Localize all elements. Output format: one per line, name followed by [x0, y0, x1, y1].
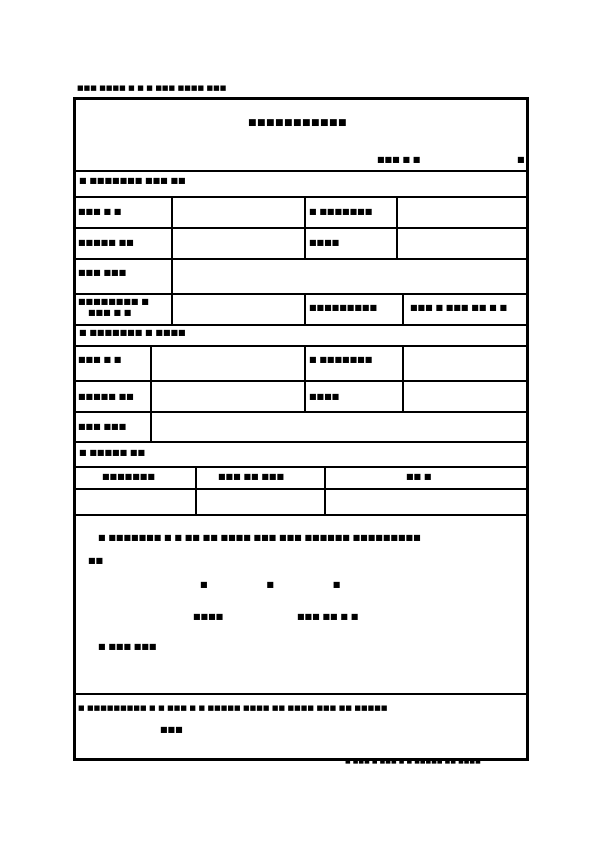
year-line: ■ ■ ■ [200, 580, 369, 589]
form-title: ■■■■■■■■■■■ [248, 118, 348, 128]
s2-label-addr-a: ■■■■■ ■■ [78, 392, 134, 401]
s2-label-reg-no: ■ ■■■■■■■ [309, 355, 373, 364]
footer-note: ■ ■■■■■■■■■ ■ ■ ■■■ ■ ■ ■■■■■ ■■■■ ■■ ■■■■ ■■■ ■■ ■■■■■ [78, 704, 388, 712]
divider [76, 345, 526, 347]
bottom-right-note: ■ ■■■ ■ ■■■ ■ ■ ■■■■■ ■■ ■■■■ [345, 758, 481, 765]
s2-label-addr: ■■■ ■■■ [78, 422, 127, 431]
divider [76, 293, 526, 295]
s1-label-business: ■■■■■■■■ ■ [78, 297, 149, 306]
s1-label-business-sub: ■■■ ■ ■ [88, 308, 132, 317]
divider [76, 227, 526, 229]
s3-col2-header: ■■■ ■■ ■■■ [218, 472, 285, 481]
declaration-text: ■ ■■■■■■■ ■ ■ ■■ ■■ ■■■■ ■■■ ■■■ ■■■■■■ ■■■■■■■■■ [98, 533, 421, 542]
divider [76, 380, 526, 382]
divider [171, 196, 173, 326]
divider [150, 345, 152, 443]
s3-col1-header: ■■■■■■■ [102, 472, 155, 481]
s1-label-addr-a: ■■■■■ ■■ [78, 238, 134, 247]
s1-label-reg-no: ■ ■■■■■■■ [309, 207, 373, 216]
divider [402, 293, 404, 326]
divider [402, 345, 404, 413]
section2-heading: ■ ■■■■■■■ ■ ■■■■ [79, 328, 186, 337]
divider [76, 411, 526, 413]
divider [76, 324, 526, 326]
applicant-sign: ■■■ ■■ ■ ■ [297, 612, 359, 621]
divider [76, 514, 526, 516]
divider [76, 441, 526, 443]
divider [76, 258, 526, 260]
s1-label-type: ■■■■■■■■■ [309, 303, 378, 312]
s1-label-name: ■■■ ■ ■ [78, 207, 122, 216]
divider [304, 293, 306, 326]
s2-label-phone: ■■■■ [309, 392, 340, 401]
divider [76, 488, 526, 490]
date-line: ■■■ ■ ■ [377, 155, 421, 164]
section1-heading: ■ ■■■■■■■ ■■■ ■■ [79, 176, 186, 185]
header-note: ■■■ ■■■■ ■ ■ ■ ■■■ ■■■■ ■■■ [77, 84, 227, 92]
s2-label-name: ■■■ ■ ■ [78, 355, 122, 364]
s1-type-value: ■■■ ■ ■■■ ■■ ■ ■ [410, 303, 508, 312]
recipient-line: ■ ■■■ ■■■ [98, 642, 157, 651]
s1-label-addr: ■■■ ■■■ [78, 268, 127, 277]
divider [76, 170, 526, 172]
divider [76, 693, 526, 695]
s1-label-phone: ■■■■ [309, 238, 340, 247]
declaration-wrap: ■■ [88, 556, 104, 565]
divider [304, 345, 306, 413]
divider [195, 466, 197, 516]
s3-col3-header: ■■ ■ [406, 472, 432, 481]
divider [76, 196, 526, 198]
date-end-mark: ■ [517, 155, 525, 164]
divider [324, 466, 326, 516]
divider [76, 466, 526, 468]
section3-heading: ■ ■■■■■ ■■ [79, 448, 146, 457]
footer-note-2: ■■■ [160, 725, 183, 734]
applicant-line: ■■■■ [193, 612, 224, 621]
